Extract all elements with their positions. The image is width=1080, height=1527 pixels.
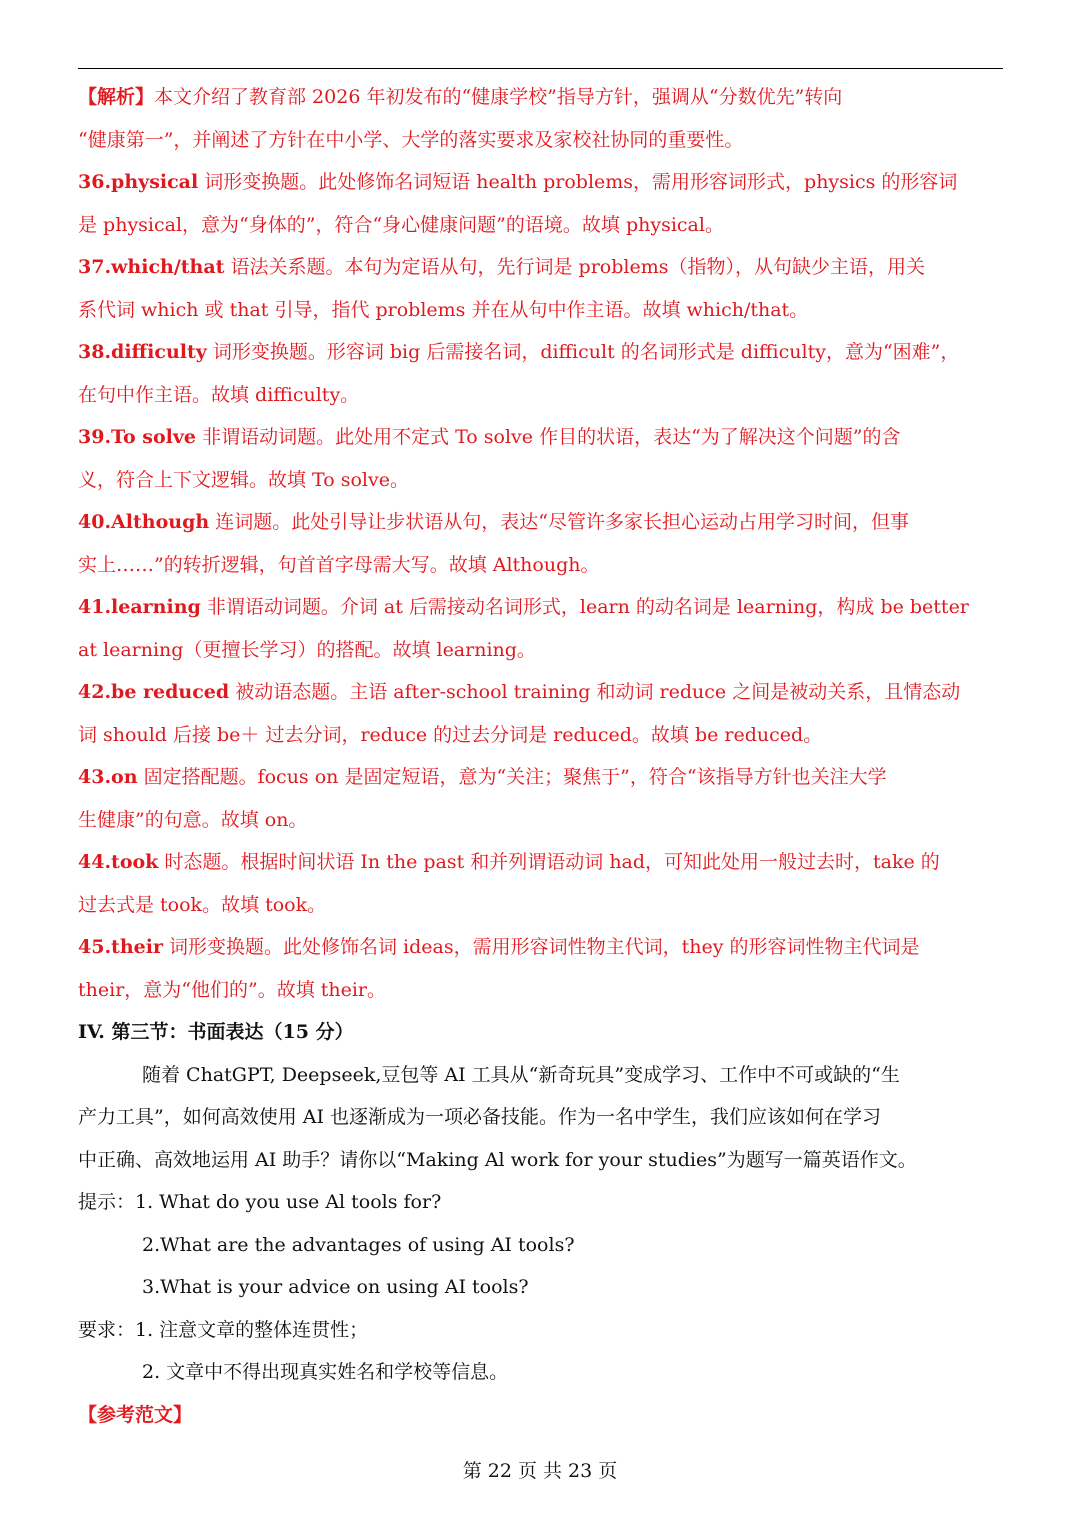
answer-key: 43.on bbox=[78, 766, 138, 788]
answer-39-line-2: 义，符合上下文逻辑。故填 To solve。 bbox=[78, 468, 409, 491]
document-body bbox=[78, 76, 1003, 1436]
hint-line-2: 2.What are the advantages of using AI tools? bbox=[142, 1233, 575, 1256]
answer-key: 36.physical bbox=[78, 171, 199, 193]
answer-40-line-1: 40.Although 连词题。此处引导让步状语从句，表达“尽管许多家长担心运动占用学习时间，但事 bbox=[78, 511, 909, 533]
answer-36-line-1: 36.physical 词形变换题。此处修饰名词短语 health problems，需用形容词形式，physics 的形容词 bbox=[78, 171, 958, 193]
analysis-line-2: “健康第一”，并阐述了方针在中小学、大学的落实要求及家校社协同的重要性。 bbox=[78, 128, 744, 151]
requirement-label: 要求： bbox=[78, 1318, 136, 1341]
answer-45-line-2: their，意为“他们的”。故填 their。 bbox=[78, 978, 387, 1001]
answer-37-line-1: 37.which/that 语法关系题。本句为定语从句，先行词是 problems（指物），从句缺少主语，用关 bbox=[78, 256, 925, 278]
answer-key: 39.To solve bbox=[78, 426, 197, 448]
answer-36-line-2: 是 physical，意为“身体的”，符合“身心健康问题”的语境。故填 physical。 bbox=[78, 213, 724, 236]
answer-key: 41.learning bbox=[78, 596, 201, 618]
answer-43-line-1: 43.on 固定搭配题。focus on 是固定短语，意为“关注；聚焦于”，符合“该指导方针也关注大学 bbox=[78, 766, 887, 788]
answer-44-line-2: 过去式是 took。故填 took。 bbox=[78, 893, 327, 916]
header-rule bbox=[78, 68, 1003, 69]
answer-key: 37.which/that bbox=[78, 256, 225, 278]
prompt-line-2: 产力工具”，如何高效使用 AI 也逐渐成为一项必备技能。作为一名中学生，我们应该如何在学习 bbox=[78, 1106, 882, 1128]
answer-key: 42.be reduced bbox=[78, 681, 230, 703]
reference-essay-label: 【参考范文】 bbox=[78, 1403, 193, 1426]
answer-key: 40.Although bbox=[78, 511, 210, 533]
requirement-line-1: 要求：1. 注意文章的整体连贯性； bbox=[78, 1318, 369, 1341]
answer-37-line-2: 系代词 which 或 that 引导，指代 problems 并在从句中作主语。故填 which/that。 bbox=[78, 298, 809, 321]
answer-key: 38.difficulty bbox=[78, 341, 207, 363]
answer-39-line-1: 39.To solve 非谓语动词题。此处用不定式 To solve 作目的状语，表达“为了解决这个问题”的含 bbox=[78, 426, 901, 448]
answer-38-line-1: 38.difficulty 词形变换题。形容词 big 后需接名词，difficult 的名词形式是 difficulty，意为“困难”， bbox=[78, 341, 960, 363]
answer-45-line-1: 45.their 词形变换题。此处修饰名词 ideas，需用形容词性物主代词，they 的形容词性物主代词是 bbox=[78, 936, 920, 958]
hint-line-3: 3.What is your advice on using AI tools? bbox=[142, 1276, 529, 1298]
answer-42-line-1: 42.be reduced 被动语态题。主语 after-school training 和动词 reduce 之间是被动关系，且情态动 bbox=[78, 681, 961, 703]
answer-key: 45.their bbox=[78, 936, 163, 958]
page-number: 第 22 页 共 23 页 bbox=[462, 1460, 618, 1482]
answer-44-line-1: 44.took 时态题。根据时间状语 In the past 和并列谓语动词 had，可知此处用一般过去时，take 的 bbox=[78, 851, 940, 873]
prompt-line-3: 中正确、高效地运用 AI 助手？请你以“Making Al work for your studies”为题写一篇英语作文。 bbox=[78, 1148, 917, 1171]
answer-40-line-2: 实上……”的转折逻辑，句首首字母需大写。故填 Although。 bbox=[78, 553, 600, 576]
hint-line-1: 提示：1. What do you use Al tools for? bbox=[78, 1191, 442, 1213]
answer-key: 44.took bbox=[78, 851, 159, 873]
answer-38-line-2: 在句中作主语。故填 difficulty。 bbox=[78, 383, 360, 406]
analysis-line-1: 【解析】本文介绍了教育部 2026 年初发布的“健康学校”指导方针，强调从“分数优先”转向 bbox=[78, 86, 843, 108]
hint-label: 提示： bbox=[78, 1191, 136, 1213]
answer-41-line-1: 41.learning 非谓语动词题。介词 at 后需接动名词形式，learn 的动名词是 learning，构成 be better bbox=[78, 596, 969, 618]
section-heading: IV. 第三节：书面表达（15 分） bbox=[78, 1021, 354, 1043]
analysis-label: 【解析】 bbox=[78, 86, 155, 108]
requirement-line-2: 2. 文章中不得出现真实姓名和学校等信息。 bbox=[142, 1361, 509, 1383]
answer-43-line-2: 生健康”的句意。故填 on。 bbox=[78, 808, 308, 831]
answer-41-line-2: at learning（更擅长学习）的搭配。故填 learning。 bbox=[78, 638, 536, 661]
answer-42-line-2: 词 should 后接 be＋ 过去分词，reduce 的过去分词是 reduced。故填 be reduced。 bbox=[78, 723, 823, 746]
prompt-line-1: 随着 ChatGPT, Deepseek,豆包等 AI 工具从“新奇玩具”变成学习、工作中不可或缺的“生 bbox=[142, 1063, 900, 1086]
